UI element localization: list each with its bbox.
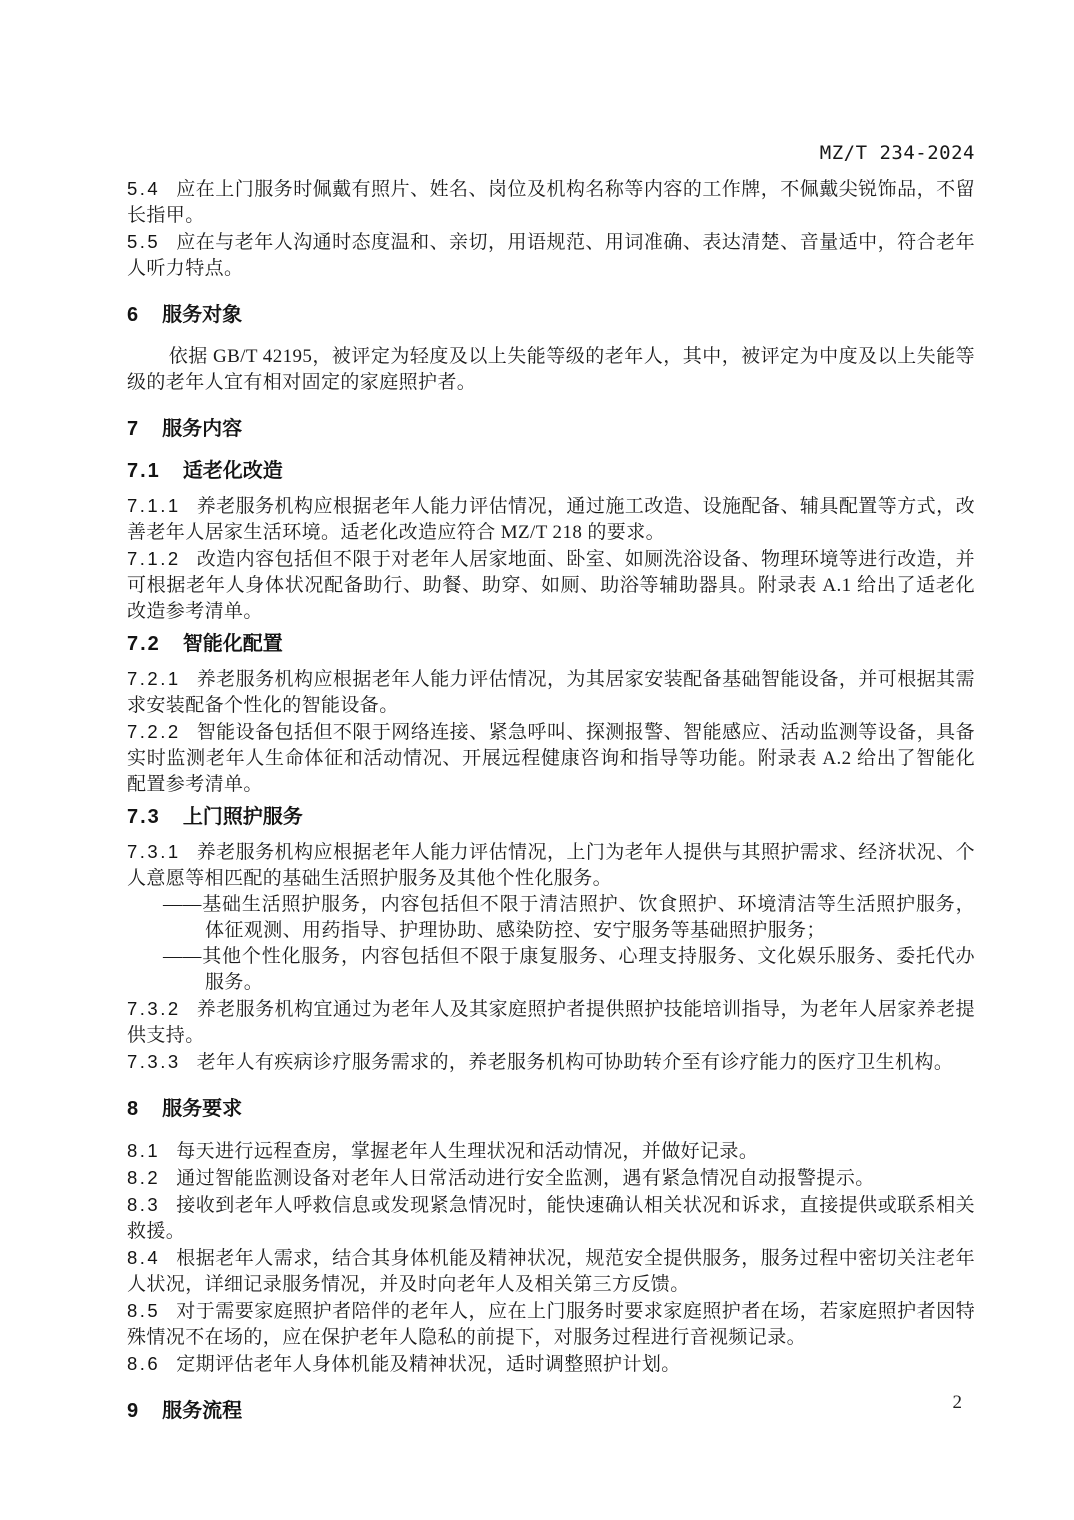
section-title: 服务流程 [162,1400,243,1422]
section-title: 上门照护服务 [182,806,303,828]
clause-text: 应在与老年人沟通时态度温和、亲切，用语规范、用词准确、表达清楚、音量适中，符合老年人听力特点。 [127,232,975,279]
clause-text: 对于需要家庭照护者陪伴的老年人，应在上门服务时要求家庭照护者在场，若家庭照护者因特殊情况不在场的，应在保护老年人隐私的前提下，对服务过程进行音视频记录。 [127,1301,975,1348]
clause-7-3-2 [127,996,975,1049]
clause-number: 8.2 [127,1167,161,1188]
clause-8-4 [127,1245,975,1298]
section-heading-8 [127,1096,975,1122]
dash-item-text: ——基础生活照护服务，内容包括但不限于清洁照护、饮食照护、环境清洁等生活照护服务，体征观测、用药指导、护理协助、感染防控、安宁服务等基础照护服务； [163,894,975,941]
clause-number: 8.3 [127,1194,161,1215]
clause-text: 每天进行远程查房，掌握老年人生理状况和活动情况，并做好记录。 [176,1141,759,1162]
clause-number: 7.2.2 [127,721,181,742]
paragraph-text: 依据 GB/T 42195，被评定为轻度及以上失能等级的老年人，其中，被评定为中度及以上失能等级的老年人宜有相对固定的家庭照护者。 [127,346,975,393]
clause-number: 8.6 [127,1353,161,1374]
section-title: 智能化配置 [182,633,283,655]
clause-text: 根据老年人需求，结合其身体机能及精神状况，规范安全提供服务，服务过程中密切关注老年人状况，详细记录服务情况，并及时向老年人及相关第三方反馈。 [127,1248,975,1295]
clause-8-3 [127,1192,975,1245]
section-heading-7-1 [127,458,975,484]
section-number: 8 [127,1098,141,1120]
dash-list-item [127,892,975,944]
clause-text: 养老服务机构应根据老年人能力评估情况，通过施工改造、设施配备、辅具配置等方式，改善老年人居家生活环境。适老化改造应符合 MZ/T 218 的要求。 [127,496,975,543]
clause-number: 7.1.2 [127,548,181,569]
section-heading-7 [127,416,975,442]
page-number: 2 [952,1392,962,1413]
section-number: 7 [127,418,141,440]
section-title: 适老化改造 [182,460,283,482]
clause-7-1-1 [127,493,975,546]
section-number: 7.2 [127,633,161,655]
section-number: 7.1 [127,460,161,482]
clause-text: 养老服务机构应根据老年人能力评估情况，上门为老年人提供与其照护需求、经济状况、个人意愿等相匹配的基础生活照护服务及其他个性化服务。 [127,842,975,889]
clause-5-5 [127,229,975,282]
clause-8-1 [127,1138,975,1165]
section-heading-7-2 [127,631,975,657]
page-header [127,142,975,164]
clause-7-3-3 [127,1049,975,1076]
clause-text: 接收到老年人呼救信息或发现紧急情况时，能快速确认相关状况和诉求，直接提供或联系相关救援。 [127,1195,975,1242]
section-title: 服务内容 [162,418,243,440]
clause-number: 7.3.2 [127,998,181,1019]
paragraph [127,344,975,396]
clause-text: 养老服务机构宜通过为老年人及其家庭照护者提供照护技能培训指导，为老年人居家养老提供支持。 [127,999,975,1046]
clause-number: 5.4 [127,178,161,199]
clause-number: 8.4 [127,1247,161,1268]
clause-7-2-1 [127,666,975,719]
clause-number: 7.2.1 [127,668,181,689]
section-number: 6 [127,304,141,326]
section-heading-9 [127,1398,975,1424]
clause-text: 通过智能监测设备对老年人日常活动进行安全监测，遇有紧急情况自动报警提示。 [176,1168,875,1189]
clause-number: 7.3.3 [127,1051,181,1072]
section-title: 服务要求 [162,1098,243,1120]
clause-7-3-1 [127,839,975,892]
clause-number: 7.1.1 [127,495,181,516]
section-number: 9 [127,1400,141,1422]
clause-text: 养老服务机构应根据老年人能力评估情况，为其居家安装配备基础智能设备，并可根据其需求安装配备个性化的智能设备。 [127,669,975,716]
clause-text: 应在上门服务时佩戴有照片、姓名、岗位及机构名称等内容的工作牌，不佩戴尖锐饰品，不留长指甲。 [127,179,975,226]
clause-7-2-2 [127,719,975,798]
clause-text: 智能设备包括但不限于网络连接、紧急呼叫、探测报警、智能感应、活动监测等设备，具备实时监测老年人生命体征和活动情况、开展远程健康咨询和指导等功能。附录表 A.2 给出了智能化配置参考清单。 [127,722,975,795]
clause-8-6 [127,1351,975,1378]
section-heading-6 [127,302,975,328]
clause-number: 5.5 [127,231,161,252]
section-heading-7-3 [127,804,975,830]
section-title: 服务对象 [162,304,243,326]
clause-7-1-2 [127,546,975,625]
dash-item-text: ——其他个性化服务，内容包括但不限于康复服务、心理支持服务、文化娱乐服务、委托代办服务。 [163,946,975,993]
clause-5-4 [127,176,975,229]
clause-text: 定期评估老年人身体机能及精神状况，适时调整照护计划。 [176,1354,681,1375]
document-body [127,176,975,1440]
page-footer [953,1392,963,1414]
standard-code: MZ/T 234-2024 [819,142,975,164]
clause-number: 7.3.1 [127,841,181,862]
clause-number: 8.5 [127,1300,161,1321]
clause-text: 老年人有疾病诊疗服务需求的，养老服务机构可协助转介至有诊疗能力的医疗卫生机构。 [196,1052,954,1073]
section-number: 7.3 [127,806,161,828]
clause-8-2 [127,1165,975,1192]
clause-text: 改造内容包括但不限于对老年人居家地面、卧室、如厕洗浴设备、物理环境等进行改造，并可根据老年人身体状况配备助行、助餐、助穿、如厕、助浴等辅助器具。附录表 A.1 给出了适老化改造参考清单。 [127,549,975,622]
clause-8-5 [127,1298,975,1351]
dash-list-item [127,944,975,996]
clause-number: 8.1 [127,1140,161,1161]
